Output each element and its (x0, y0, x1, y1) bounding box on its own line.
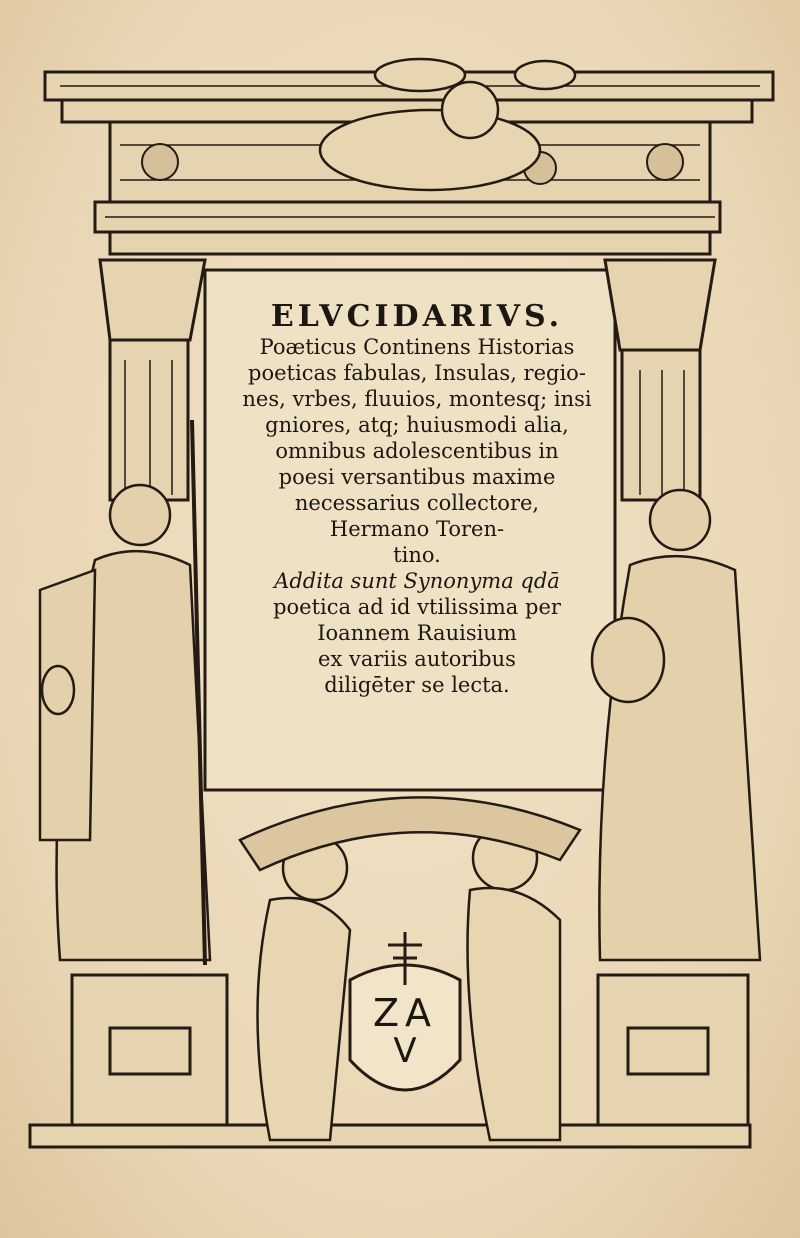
book-title: ELVCIDARIVS. (270, 299, 564, 334)
addition-line-2: poetica ad id vtilissima per (273, 595, 561, 619)
addition-line-4: ex variis autoribus (318, 647, 516, 671)
printers-mark-v: V (393, 1031, 417, 1071)
subtitle-line-7: necessarius collectore, (294, 491, 540, 515)
subtitle-line-4: gniores, atq; huiusmodi alia, (265, 413, 569, 437)
subtitle-line-5: omnibus adolescentibus in (275, 439, 559, 463)
printers-mark-initials: ZA (372, 991, 438, 1035)
author-line-1: Hermano Toren- (329, 517, 505, 541)
addition-line-3: Ioannem Rauisium (317, 621, 517, 645)
subtitle-line-6: poesi versantibus maxime (278, 465, 556, 489)
subtitle-line-3: nes, vrbes, fluuios, montesq; insi (242, 387, 592, 411)
subtitle-line-1: Poæticus Continens Historias (259, 335, 575, 359)
addition-line-1: Addita sunt Synonyma qdā (274, 569, 560, 593)
author-line-2: tino. (393, 543, 441, 567)
printers-mark (345, 965, 465, 1105)
title-page-text (232, 300, 602, 770)
addition-line-5: diligēter se lecta. (324, 673, 510, 697)
subtitle-line-2: poeticas fabulas, Insulas, regio- (248, 361, 586, 385)
